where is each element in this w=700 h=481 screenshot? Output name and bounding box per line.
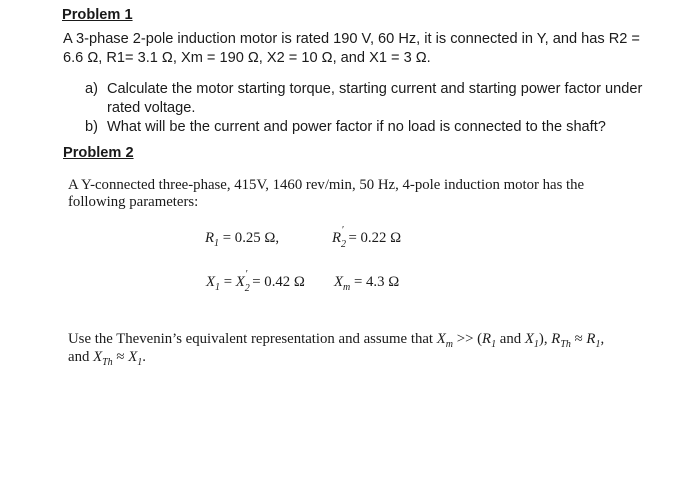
question-a-text: Calculate the motor starting torque, starting current and starting power factor under rated voltage. [107,81,643,116]
note-text-7: and [68,349,90,365]
param-r2: R ′ 2 = 0.22 Ω [332,225,402,250]
param-x1-x2: $X_1 = X$ ′ 2 = 0.42 Ω [206,269,305,294]
param-r1-value: = 0.25 Ω, [222,230,280,246]
param-xm-value: = 4.3 Ω [353,274,400,290]
note-text-2: >> ( [456,331,483,347]
thevenin-assumption-note: Use the Thevenin’s equivalent representation and assume that $X_m >> (R_1$ and $X_1$), $R_{Th} \approx R_1$, and $X_{Th} \approx X_1$. [68,331,605,368]
question-b-text: What will be the current and power factor if no load is connected to the shaft? [107,119,606,135]
problem-2-statement: A Y-connected three-phase, 415V, 1460 rev/min, 50 Hz, 4-pole induction motor has the following parameters: [68,177,585,210]
param-xm: $X_m = 4.3$ Ω [334,274,400,293]
param-r1: $R_1 = 0.25$ Ω, [205,230,280,249]
problem-1-statement: A 3-phase 2-pole induction motor is rated 190 V, 60 Hz, it is connected in Y, and has R2 = 6.6 Ω, R1= 3.1 Ω, Xm = 190 Ω, X2 = 10 Ω, and X1 = 3 Ω. [63,31,640,66]
question-b-marker: b) [85,119,98,135]
question-a-marker: a) [85,81,98,97]
param-r2-value: = 0.22 Ω [348,230,402,246]
note-text-3: and [499,331,522,347]
note-text-6: , [600,331,605,347]
note-text-9: . [142,349,146,365]
problem-1-questions [85,80,660,137]
question-a [85,80,660,118]
note-text-8: ≈ [116,349,125,365]
param-x1-x2-value: = 0.42 Ω [252,274,305,290]
problem-1-heading: Problem 1 [62,7,133,23]
note-text-5: ≈ [574,331,583,347]
note-text-4: ), [538,331,548,347]
note-text-1: Use the Thevenin’s equivalent representation and assume that [68,331,434,347]
problem-2-heading: Problem 2 [63,145,134,161]
question-b [85,118,660,137]
